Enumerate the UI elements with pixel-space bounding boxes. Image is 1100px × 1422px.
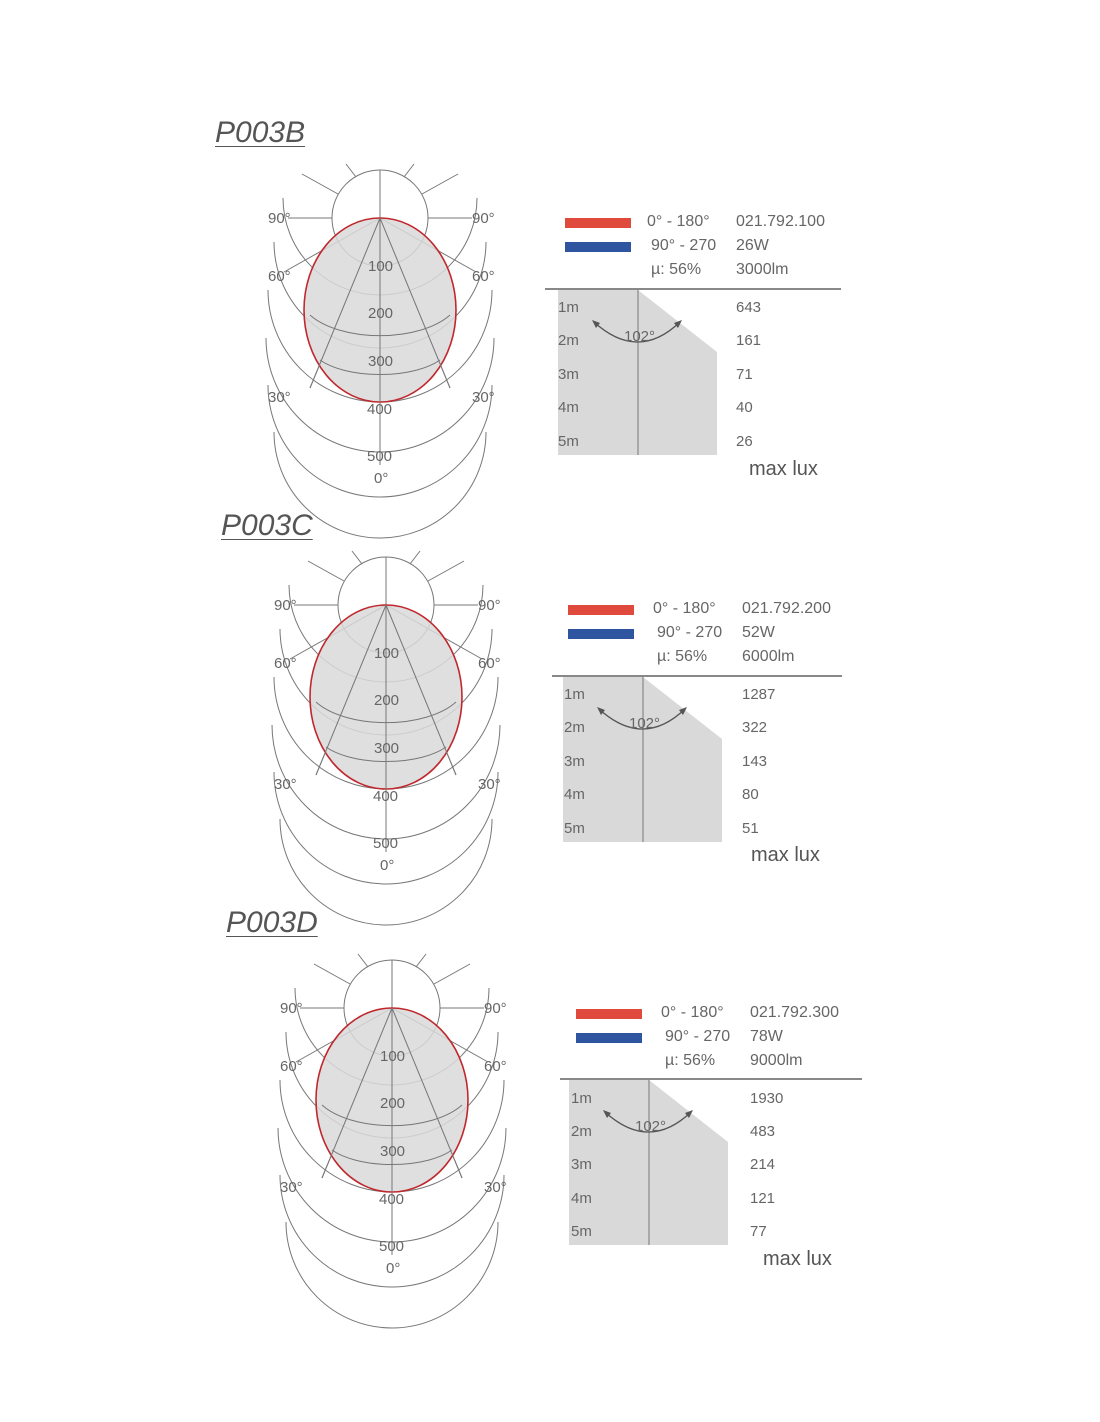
radial-label-300: 300 — [380, 1143, 406, 1160]
polar-diagram — [272, 950, 512, 1280]
product-power: 52W — [742, 624, 775, 641]
lux-value-3m: 71 — [736, 366, 753, 383]
lux-value-5m: 51 — [742, 820, 759, 837]
product-title: P003C — [221, 509, 313, 542]
distance-label-2m: 2m — [564, 719, 585, 736]
lux-value-5m: 26 — [736, 433, 753, 450]
legend-blue-label: 90° - 270 — [657, 624, 723, 641]
angle-label-60-right: 60° — [484, 1058, 507, 1075]
angle-label-30-left: 30° — [274, 776, 297, 793]
lux-value-1m: 1930 — [750, 1090, 784, 1107]
distance-label-3m: 3m — [571, 1156, 592, 1173]
angle-label-90-right: 90° — [472, 210, 495, 227]
lux-value-2m: 161 — [736, 332, 762, 349]
angle-label-60-left: 60° — [274, 655, 297, 672]
distance-label-5m: 5m — [564, 820, 585, 837]
angle-label-90-right: 90° — [478, 597, 501, 614]
angle-label-30-right: 30° — [484, 1179, 507, 1196]
distance-label-1m: 1m — [558, 299, 579, 316]
angle-label-60-right: 60° — [478, 655, 501, 672]
product-flux: 9000lm — [750, 1052, 803, 1069]
radial-label-200: 200 — [380, 1095, 406, 1112]
legend-efficiency: µ: 56% — [665, 1052, 716, 1069]
radial-label-200: 200 — [374, 692, 400, 709]
product-code: 021.792.100 — [736, 213, 825, 230]
beam-diagram — [569, 1080, 729, 1246]
angle-label-60-right: 60° — [472, 268, 495, 285]
legend-red-label: 0° - 180° — [661, 1004, 724, 1021]
legend — [576, 1006, 896, 1086]
lux-value-5m: 77 — [750, 1223, 767, 1240]
legend-efficiency: µ: 56% — [651, 261, 702, 278]
radial-label-100: 100 — [380, 1048, 406, 1065]
radial-label-500: 500 — [373, 835, 399, 852]
distance-label-4m: 4m — [571, 1190, 592, 1207]
radial-label-400: 400 — [379, 1191, 405, 1208]
radial-label-300: 300 — [374, 740, 400, 757]
lux-value-4m: 40 — [736, 399, 753, 416]
max-lux-label: max lux — [763, 1248, 832, 1270]
distance-label-5m: 5m — [558, 433, 579, 450]
beam-angle-label: 102° — [624, 328, 656, 345]
radial-label-500: 500 — [379, 1238, 405, 1255]
lux-value-1m: 1287 — [742, 686, 776, 703]
angle-label-30-right: 30° — [472, 389, 495, 406]
radial-label-400: 400 — [367, 401, 393, 418]
product-title: P003D — [226, 906, 318, 939]
angle-label-30-right: 30° — [478, 776, 501, 793]
distance-label-2m: 2m — [558, 332, 579, 349]
angle-label-0: 0° — [380, 857, 395, 874]
radial-label-400: 400 — [373, 788, 399, 805]
distance-label-4m: 4m — [564, 786, 585, 803]
lux-value-4m: 80 — [742, 786, 759, 803]
distance-label-1m: 1m — [571, 1090, 592, 1107]
angle-label-30-left: 30° — [268, 389, 291, 406]
lux-value-3m: 143 — [742, 753, 768, 770]
angle-label-60-left: 60° — [280, 1058, 303, 1075]
product-flux: 3000lm — [736, 261, 789, 278]
angle-label-0: 0° — [386, 1260, 401, 1277]
angle-label-90-left: 90° — [274, 597, 297, 614]
beam-diagram — [563, 677, 723, 843]
distance-label-2m: 2m — [571, 1123, 592, 1140]
radial-label-100: 100 — [374, 645, 400, 662]
distance-label-3m: 3m — [558, 366, 579, 383]
radial-label-500: 500 — [367, 448, 393, 465]
distance-label-5m: 5m — [571, 1223, 592, 1240]
lux-value-2m: 322 — [742, 719, 768, 736]
distance-label-4m: 4m — [558, 399, 579, 416]
radial-label-200: 200 — [368, 305, 394, 322]
blue-swatch — [568, 629, 634, 639]
max-lux-label: max lux — [751, 844, 820, 866]
beam-angle-label: 102° — [629, 715, 661, 732]
product-power: 78W — [750, 1028, 783, 1045]
angle-label-60-left: 60° — [268, 268, 291, 285]
legend — [568, 602, 888, 682]
angle-label-90-right: 90° — [484, 1000, 507, 1017]
product-code: 021.792.200 — [742, 600, 831, 617]
blue-swatch — [576, 1033, 642, 1043]
polar-diagram — [266, 547, 506, 877]
legend-red-label: 0° - 180° — [653, 600, 716, 617]
max-lux-label: max lux — [749, 458, 818, 480]
radial-label-300: 300 — [368, 353, 394, 370]
product-code: 021.792.300 — [750, 1004, 839, 1021]
angle-label-0: 0° — [374, 470, 389, 487]
product-flux: 6000lm — [742, 648, 795, 665]
legend-blue-label: 90° - 270 — [651, 237, 717, 254]
product-title: P003B — [215, 116, 306, 149]
product-power: 26W — [736, 237, 769, 254]
angle-label-30-left: 30° — [280, 1179, 303, 1196]
angle-label-90-left: 90° — [268, 210, 291, 227]
legend-efficiency: µ: 56% — [657, 648, 708, 665]
beam-angle-label: 102° — [635, 1118, 667, 1135]
lux-value-4m: 121 — [750, 1190, 776, 1207]
legend-red-label: 0° - 180° — [647, 213, 710, 230]
lux-value-1m: 643 — [736, 299, 762, 316]
red-swatch — [576, 1009, 642, 1019]
angle-label-90-left: 90° — [280, 1000, 303, 1017]
legend-blue-label: 90° - 270 — [665, 1028, 731, 1045]
radial-label-100: 100 — [368, 258, 394, 275]
distance-label-1m: 1m — [564, 686, 585, 703]
lux-value-2m: 483 — [750, 1123, 776, 1140]
distance-label-3m: 3m — [564, 753, 585, 770]
red-swatch — [568, 605, 634, 615]
lux-value-3m: 214 — [750, 1156, 776, 1173]
